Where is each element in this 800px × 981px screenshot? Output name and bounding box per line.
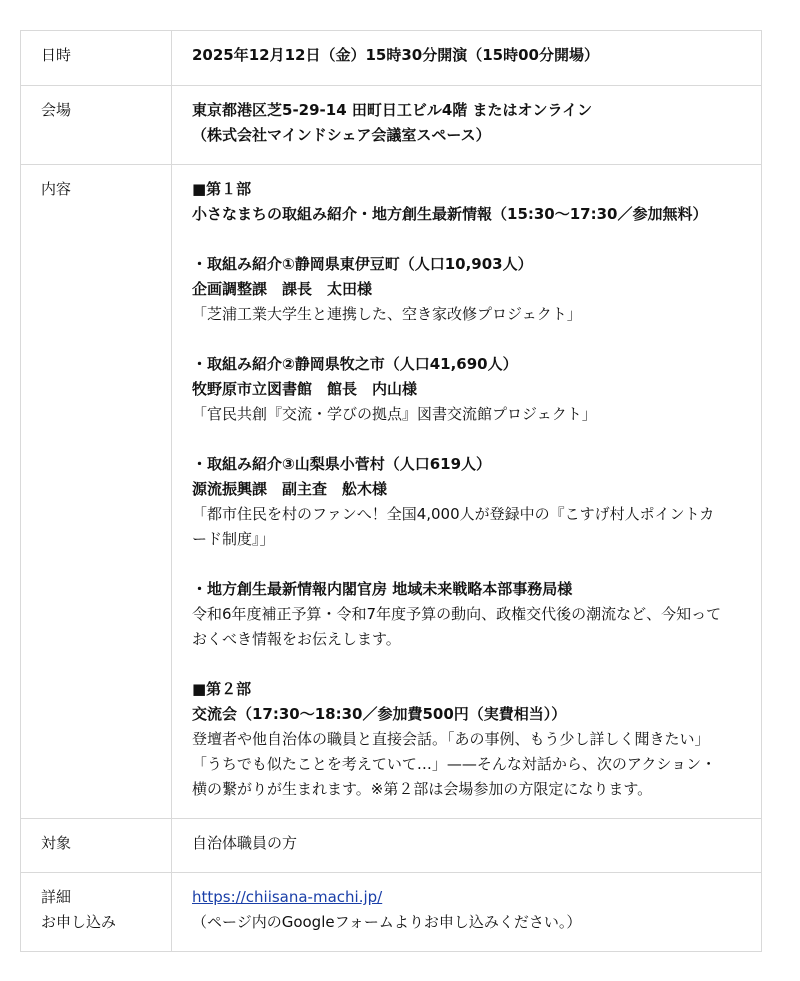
row-date <box>21 31 762 86</box>
content-value <box>172 165 762 819</box>
case1-speaker: 企画調整課 課長 太田様 <box>192 280 373 298</box>
part2-desc-line3: 横の繋がりが生まれます。※第２部は会場参加の方限定になります。 <box>192 780 653 798</box>
date-label: 日時 <box>21 31 172 86</box>
case2-topic: 「官民共創『交流・学びの拠点』図書交流館プロジェクト」 <box>192 405 597 423</box>
details-label-line1: 詳細 <box>41 888 72 906</box>
venue-address: 東京都港区芝5-29-14 田町日工ビル4階 またはオンライン <box>192 101 593 119</box>
part1-heading: ■第１部 <box>192 180 252 198</box>
case1-topic: 「芝浦工業大学生と連携した、空き家改修プロジェクト」 <box>192 305 582 323</box>
target-value: 自治体職員の方 <box>172 819 762 873</box>
gov-title: ・地方創生最新情報内閣官房 地域未来戦略本部事務局様 <box>192 580 573 598</box>
row-target <box>21 819 762 873</box>
details-value <box>172 873 762 952</box>
venue-value <box>172 86 762 165</box>
date-value: 2025年12月12日（金）15時30分開演（15時00分開場） <box>172 31 762 86</box>
case1-title: ・取組み紹介①静岡県東伊豆町（人口10,903人） <box>192 255 533 273</box>
venue-room: （株式会社マインドシェア会議室スペース） <box>192 126 491 144</box>
part2-title: 交流会（17:30〜18:30／参加費500円（実費相当）） <box>192 705 567 723</box>
event-info <box>20 30 762 952</box>
target-label: 対象 <box>21 819 172 873</box>
part2-heading: ■第２部 <box>192 680 252 698</box>
part2-desc-line1: 登壇者や他自治体の職員と直接会話。「あの事例、もう少し詳しく聞きたい」 <box>192 730 710 748</box>
venue-label: 会場 <box>21 86 172 165</box>
row-content <box>21 165 762 819</box>
case3-topic-line1: 「都市住民を村のファンへ！全国4,000人が登録中の『こすげ村人ポイントカ <box>192 505 715 523</box>
part1-title: 小さなまちの取組み紹介・地方創生最新情報（15:30〜17:30／参加無料） <box>192 205 708 223</box>
case2-speaker: 牧野原市立図書館 館長 内山様 <box>192 380 418 398</box>
case3-speaker: 源流振興課 副主査 舩木様 <box>192 480 388 498</box>
details-note: （ページ内のGoogleフォームよりお申し込みください。） <box>192 913 582 931</box>
content-label: 内容 <box>21 165 172 819</box>
case3-title: ・取組み紹介③山梨県小菅村（人口619人） <box>192 455 492 473</box>
details-label <box>21 873 172 952</box>
gov-desc-line2: おくべき情報をお伝えします。 <box>192 630 401 648</box>
row-details <box>21 873 762 952</box>
case2-title: ・取組み紹介②静岡県牧之市（人口41,690人） <box>192 355 518 373</box>
details-label-line2: お申し込み <box>41 913 117 931</box>
event-info-table <box>20 30 762 952</box>
part2-desc-line2: 「うちでも似たことを考えていて…」——そんな対話から、次のアクション・ <box>192 755 717 773</box>
details-link[interactable]: https://chiisana-machi.jp/ <box>192 888 383 906</box>
row-venue <box>21 86 762 165</box>
gov-desc-line1: 令和6年度補正予算・令和7年度予算の動向、政権交代後の潮流など、今知って <box>192 605 722 623</box>
case3-topic-line2: ード制度』」 <box>192 530 275 548</box>
